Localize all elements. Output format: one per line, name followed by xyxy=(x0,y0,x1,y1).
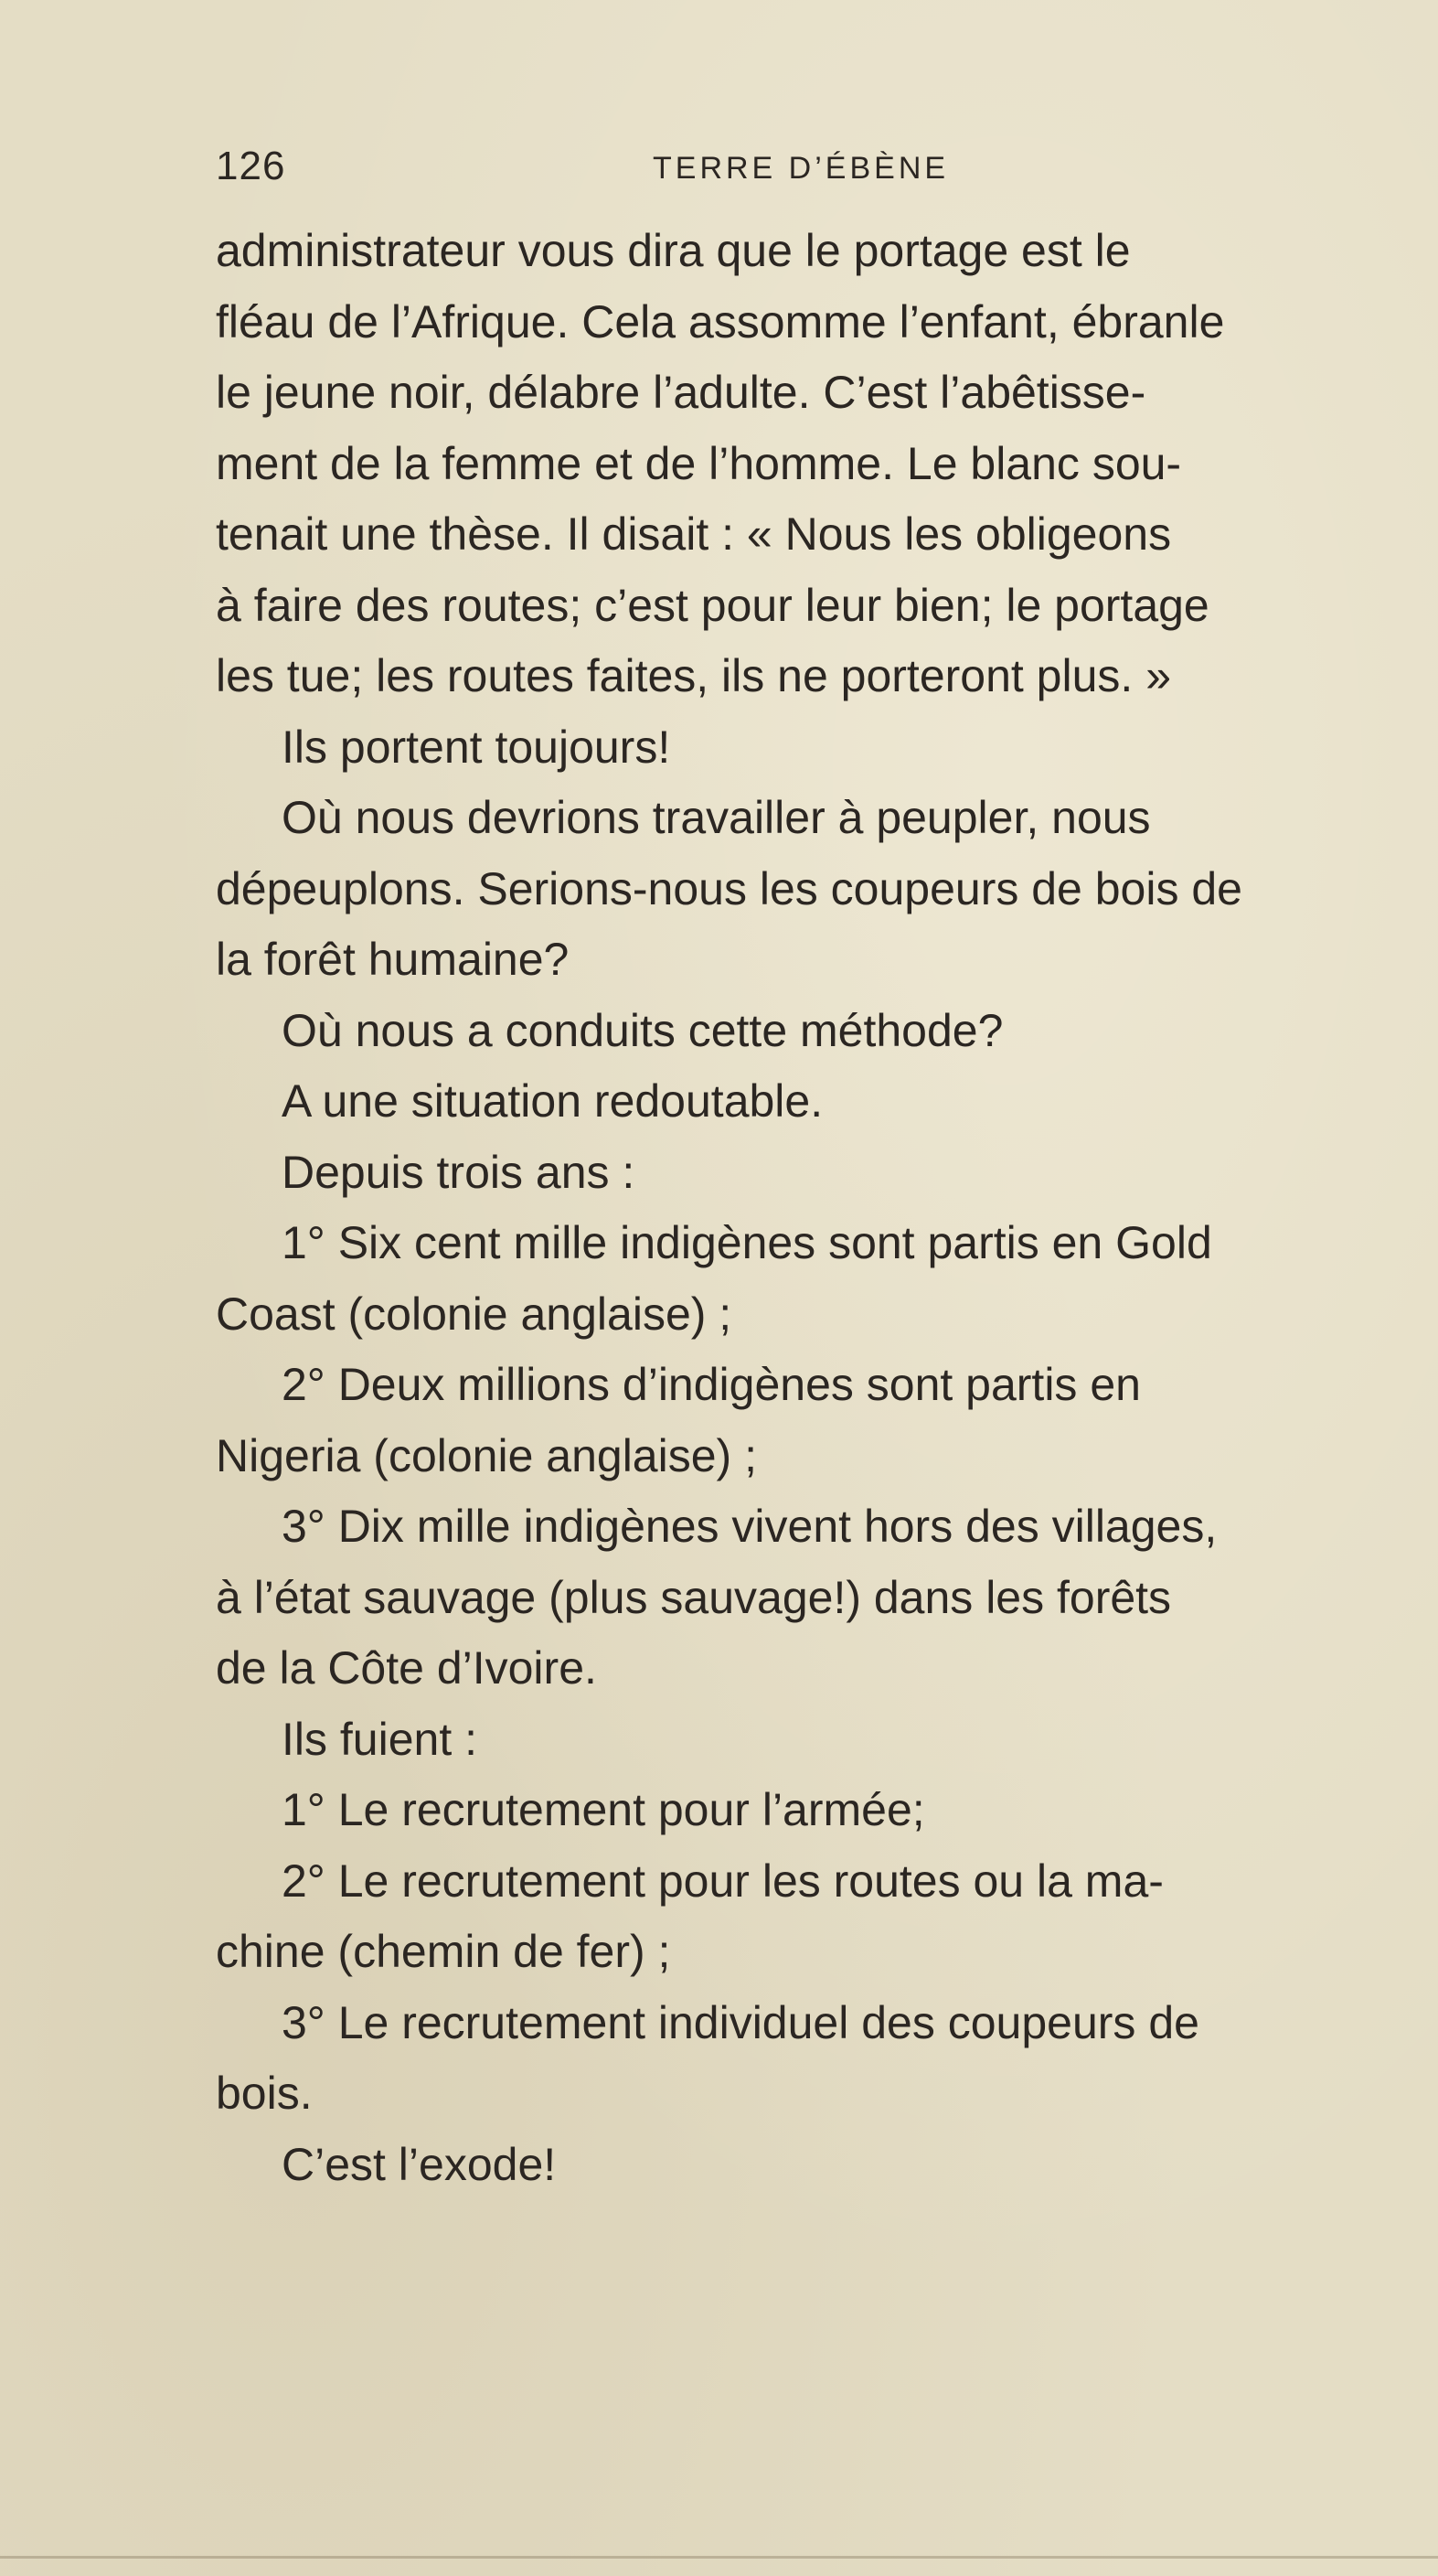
text-line: de la Côte d’Ivoire. xyxy=(216,1642,597,1694)
text-line: C’est l’exode! xyxy=(282,2138,557,2190)
text-line: bois. xyxy=(216,2068,313,2119)
text-line: 1° Le recrutement pour l’armée; xyxy=(282,1784,925,1835)
text-line: tenait une thèse. Il disait : « Nous les obligeons xyxy=(216,508,1172,560)
text-line: la forêt humaine? xyxy=(216,934,570,985)
text-line: 1° Six cent mille indigènes sont partis en Gold xyxy=(282,1217,1212,1268)
text-line: Depuis trois ans : xyxy=(282,1146,635,1198)
text-line: 3° Dix mille indigènes vivent hors des villages, xyxy=(282,1501,1218,1552)
text-line: Où nous a conduits cette méthode? xyxy=(282,1004,1004,1056)
page-bottom-edge xyxy=(0,2556,1438,2559)
text-line: A une situation redoutable. xyxy=(282,1075,824,1127)
text-line: Ils portent toujours! xyxy=(282,721,671,773)
text-line: les tue; les routes faites, ils ne porteront plus. » xyxy=(216,650,1171,701)
text-line: à faire des routes; c’est pour leur bien; le portage xyxy=(216,579,1209,631)
text-line: Où nous devrions travailler à peupler, nous xyxy=(282,792,1151,843)
text-line: à l’état sauvage (plus sauvage!) dans les forêts xyxy=(216,1571,1172,1623)
text-line: administrateur vous dira que le portage est le xyxy=(216,225,1131,276)
text-line: Nigeria (colonie anglaise) ; xyxy=(216,1429,757,1481)
text-line: 3° Le recrutement individuel des coupeurs de xyxy=(282,1996,1199,2048)
text-line: Ils fuient : xyxy=(282,1713,477,1765)
text-line: Coast (colonie anglaise) ; xyxy=(216,1288,732,1340)
page-number: 126 xyxy=(216,144,286,188)
running-title: TERRE D’ÉBÈNE xyxy=(653,151,950,186)
text-line: ment de la femme et de l’homme. Le blanc sou- xyxy=(216,437,1182,489)
text-line: le jeune noir, délabre l’adulte. C’est l’abêtisse- xyxy=(216,367,1146,418)
text-line: chine (chemin de fer) ; xyxy=(216,1926,671,1977)
text-line: 2° Le recrutement pour les routes ou la ma- xyxy=(282,1855,1164,1907)
text-line: 2° Deux millions d’indigènes sont partis en xyxy=(282,1359,1141,1410)
text-line: dépeuplons. Serions-nous les coupeurs de bois de xyxy=(216,862,1242,914)
running-head xyxy=(216,139,1230,194)
text-body xyxy=(216,216,1422,2200)
text-line: fléau de l’Afrique. Cela assomme l’enfant, ébranle xyxy=(216,295,1225,347)
